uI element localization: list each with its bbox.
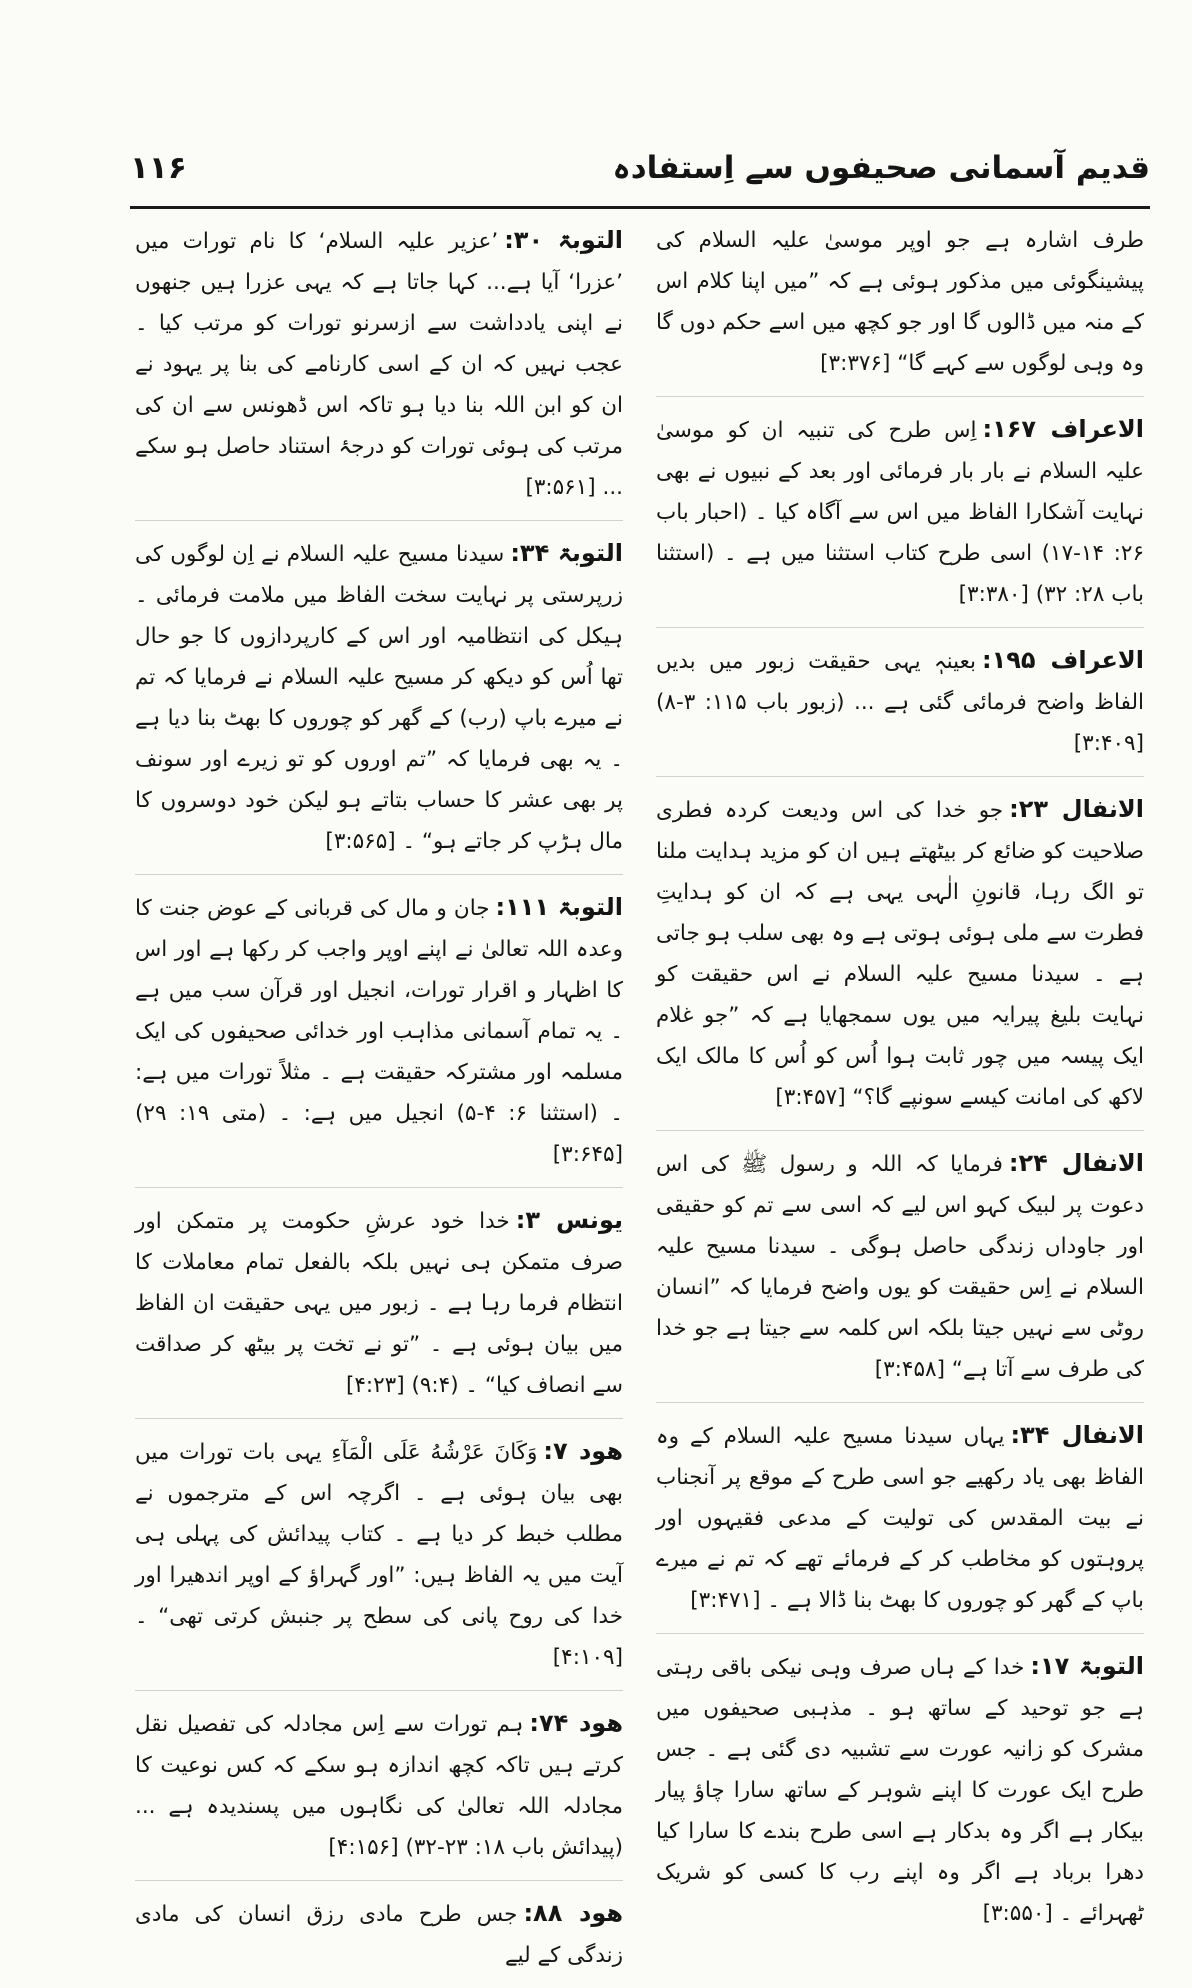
paragraph-text: اِس طرح کی تنبیہ ان کو موسیٰ علیہ السلام نے بار بار فرمائی اور بعد کے نبیوں نے بھی نہایت آشکارا الفاظ میں اس سے آگاہ کیا ۔ (احبار باب ۲۶: ۱۴-۱۷) اسی طرح کتاب استثنا میں ہے ۔ (استثنا باب ۲۸: ۳۲) [۳:۳۸۰] [656,418,1144,607]
paragraph-text: بعینہٖ یہی حقیقت زبور میں بدیں الفاظ واضح فرمائی گئی ہے ... (زبور باب ۱۱۵: ۳-۸) [۳:۴۰۹] [656,649,1144,756]
paragraph [135,220,623,521]
left-column [135,220,624,1968]
paragraph-text: یہاں سیدنا مسیح علیہ السلام کے وہ الفاظ بھی یاد رکھیے جو اسی طرح کے موقع پر آنجناب نے بیت المقدس کی تولیت کے مدعی فقیہوں اور پروہتوں کو مخاطب کر کے فرمائے تھے کہ تم نے میرے باپ کے گھر کو چوروں کا بھٹ بنا ڈالا ہے ۔ [۳:۴۷۱] [656,1424,1144,1613]
header-rule [130,206,1150,209]
paragraph [135,1431,623,1691]
verse-reference: الانفال ۳۴: [1010,1421,1144,1449]
paragraph-text: جس طرح مادی رزق انسان کی مادی زندگی کے لیے [135,1902,623,1968]
paragraph-text: طرف اشارہ ہے جو اوپر موسیٰ علیہ السلام کی پیشینگوئی میں مذکور ہوئی ہے کہ ”میں اپنا کلام اس کے منہ میں ڈالوں گا اور جو کچھ میں اسے حکم دوں گا وہ وہی لوگوں سے کہے گا“ [۳:۳۷۶] [656,228,1144,376]
verse-reference: یونس ۳: [515,1206,623,1234]
verse-reference: ھود ۷: [543,1437,623,1465]
paragraph [656,1143,1144,1403]
verse-reference: الانفال ۲۴: [1008,1149,1144,1177]
paragraph [135,887,623,1188]
paragraph [135,1703,623,1881]
paragraph-text: جان و مال کی قربانی کے عوض جنت کا وعدہ اللہ تعالیٰ نے اپنے اوپر واجب کر رکھا ہے اور اس کا اظہار و اقرار تورات، انجیل اور قرآن سب میں ہے ۔ یہ تمام آسمانی مذاہب اور خدائی صحیفوں کی ایک مسلمہ اور مشترکہ حقیقت ہے ۔ مثلاً تورات میں ہے: ۔ (استثنا ۶: ۴-۵) انجیل میں ہے: ۔ (متی ۱۹: ۲۹) [۳:۶۴۵] [135,896,623,1167]
verse-reference: التوبۃ ۱۱۱: [495,893,623,921]
paragraph [135,533,623,875]
paragraph-text: ہم تورات سے اِس مجادلہ کی تفصیل نقل کرتے ہیں تاکہ کچھ اندازہ ہو سکے کہ کس نوعیت کا مجادلہ اللہ تعالیٰ کی نگاہوں میں پسندیدہ ہے ... (پیدائش باب ۱۸: ۲۳-۳۲) [۴:۱۵۶] [135,1712,623,1860]
right-column [656,220,1144,1926]
paragraph [656,1646,1144,1946]
paragraph-text: خدا کے ہاں صرف وہی نیکی باقی رہتی ہے جو توحید کے ساتھ ہو ۔ مذہبی صحیفوں میں مشرک کو زانیہ عورت سے تشبیہ دی گئی ہے ۔ جس طرح ایک عورت کا اپنے شوہر کے ساتھ سارا چاؤ پیار بیکار ہے اگر وہ بدکار ہے اسی طرح بندے کا سارا کیا دھرا برباد ہے اگر وہ اپنے رب کا کسی کو شریک ٹھہرائے ۔ [۳:۵۵۰] [656,1655,1144,1926]
paragraph [656,1415,1144,1634]
paragraph [656,640,1144,777]
verse-reference: التوبۃ ۳۰: [504,226,624,254]
paragraph [656,789,1144,1131]
paragraph-text: فرمایا کہ اللہ و رسول ﷺ کی اس دعوت پر لبیک کہو اس لیے کہ اسی سے تم کو حقیقی اور جاوداں زندگی حاصل ہوگی ۔ سیدنا مسیح علیہ السلام نے اِس حقیقت کو یوں واضح فرمایا کہ ”انسان روٹی سے نہیں جیتا بلکہ اس کلمہ سے جیتا ہے جو خدا کی طرف سے آتا ہے“ [۳:۴۵۸] [656,1152,1144,1382]
verse-reference: الانفال ۲۳: [1009,795,1144,823]
paragraph [135,1893,623,1988]
paragraph-text: خدا خود عرشِ حکومت پر متمکن اور صرف متمکن ہی نہیں بلکہ بالفعل تمام معاملات کا انتظام فرما رہا ہے ۔ زبور میں یہی حقیقت ان الفاظ میں بیان ہوئی ہے ۔ ”تو نے تخت پر بیٹھ کر صداقت سے انصاف کیا“ ۔ (۹:۴) [۴:۲۳] [135,1209,623,1398]
verse-reference: الاعراف ۱۶۷: [982,415,1144,443]
verse-reference: التوبۃ ۱۷: [1030,1652,1144,1680]
running-title: قدیم آسمانی صحیفوں سے اِستفادہ [612,150,1150,186]
paragraph [656,220,1144,397]
paragraph-text: وَكَانَ عَرْشُهُ عَلَى الْمَآءِ یہی بات تورات میں بھی بیان ہوئی ہے ۔ اگرچہ اس کے مترجموں نے مطلب خبط کر دیا ہے ۔ کتاب پیدائش کی پہلی ہی آیت میں یہ الفاظ ہیں: ”اور گہراؤ کے اوپر اندھیرا اور خدا کی روح پانی کی سطح پر جنبش کرتی تھی“ ۔ [۴:۱۰۹] [135,1440,623,1670]
paragraph-text: ’عزیر علیہ السلام‘ کا نام تورات میں ’عزرا‘ آیا ہے... کہا جاتا ہے کہ یہی عزرا ہیں جنھوں نے اپنی یادداشت سے ازسرنو تورات کو مرتب کیا ۔ عجب نہیں کہ ان کے اسی کارنامے کی بنا پر یہود نے ان کو ابن اللہ بنا دیا ہو تاکہ اس ڈھونس سے ان کی مرتب کی ہوئی تورات کو درجۂ استناد حاصل ہو سکے ... [۳:۵۶۱] [135,229,623,500]
page-number: ۱۱۶ [130,150,187,186]
verse-reference: ھود ۷۴: [529,1709,623,1737]
verse-reference: الاعراف ۱۹۵: [981,646,1144,674]
paragraph-text: سیدنا مسیح علیہ السلام نے اِن لوگوں کی زرپرستی پر نہایت سخت الفاظ میں ملامت فرمائی ۔ ہیکل کی انتظامیہ اور اس کے کارپردازوں کا جو حال تھا اُس کو دیکھ کر مسیح علیہ السلام نے فرمایا کہ تم نے میرے باپ (رب) کے گھر کو چوروں کا بھٹ بنا دیا ہے ۔ یہ بھی فرمایا کہ ”تم اوروں کو تو زیرے اور سونف پر بھی عشر کا حساب بتاتے ہو لیکن خود دوسروں کا مال ہڑپ کر جاتے ہو“ ۔ [۳:۵۶۵] [135,542,623,854]
page-header [130,150,1150,196]
paragraph [135,1200,623,1419]
paragraph-text: جو خدا کی اس ودیعت کردہ فطری صلاحیت کو ضائع کر بیٹھتے ہیں ان کو مزید ہدایت ملنا تو الگ رہا، قانونِ الٰہی یہی ہے کہ ان کو ہدایتِ فطرت سے ملی ہوئی ہوتی ہے وہ بھی سلب ہو جاتی ہے ۔ سیدنا مسیح علیہ السلام نے اس حقیقت کو نہایت بلیغ پیرایہ میں یوں سمجھایا ہے کہ ”جو غلام ایک پیسہ میں چور ثابت ہوا اُس کو اُس کا مالک ایک لاکھ کی امانت کیسے سونپے گا؟“ [۳:۴۵۷] [656,798,1144,1110]
verse-reference: ھود ۸۸: [523,1899,624,1927]
paragraph [656,409,1144,628]
verse-reference: التوبۃ ۳۴: [510,539,624,567]
